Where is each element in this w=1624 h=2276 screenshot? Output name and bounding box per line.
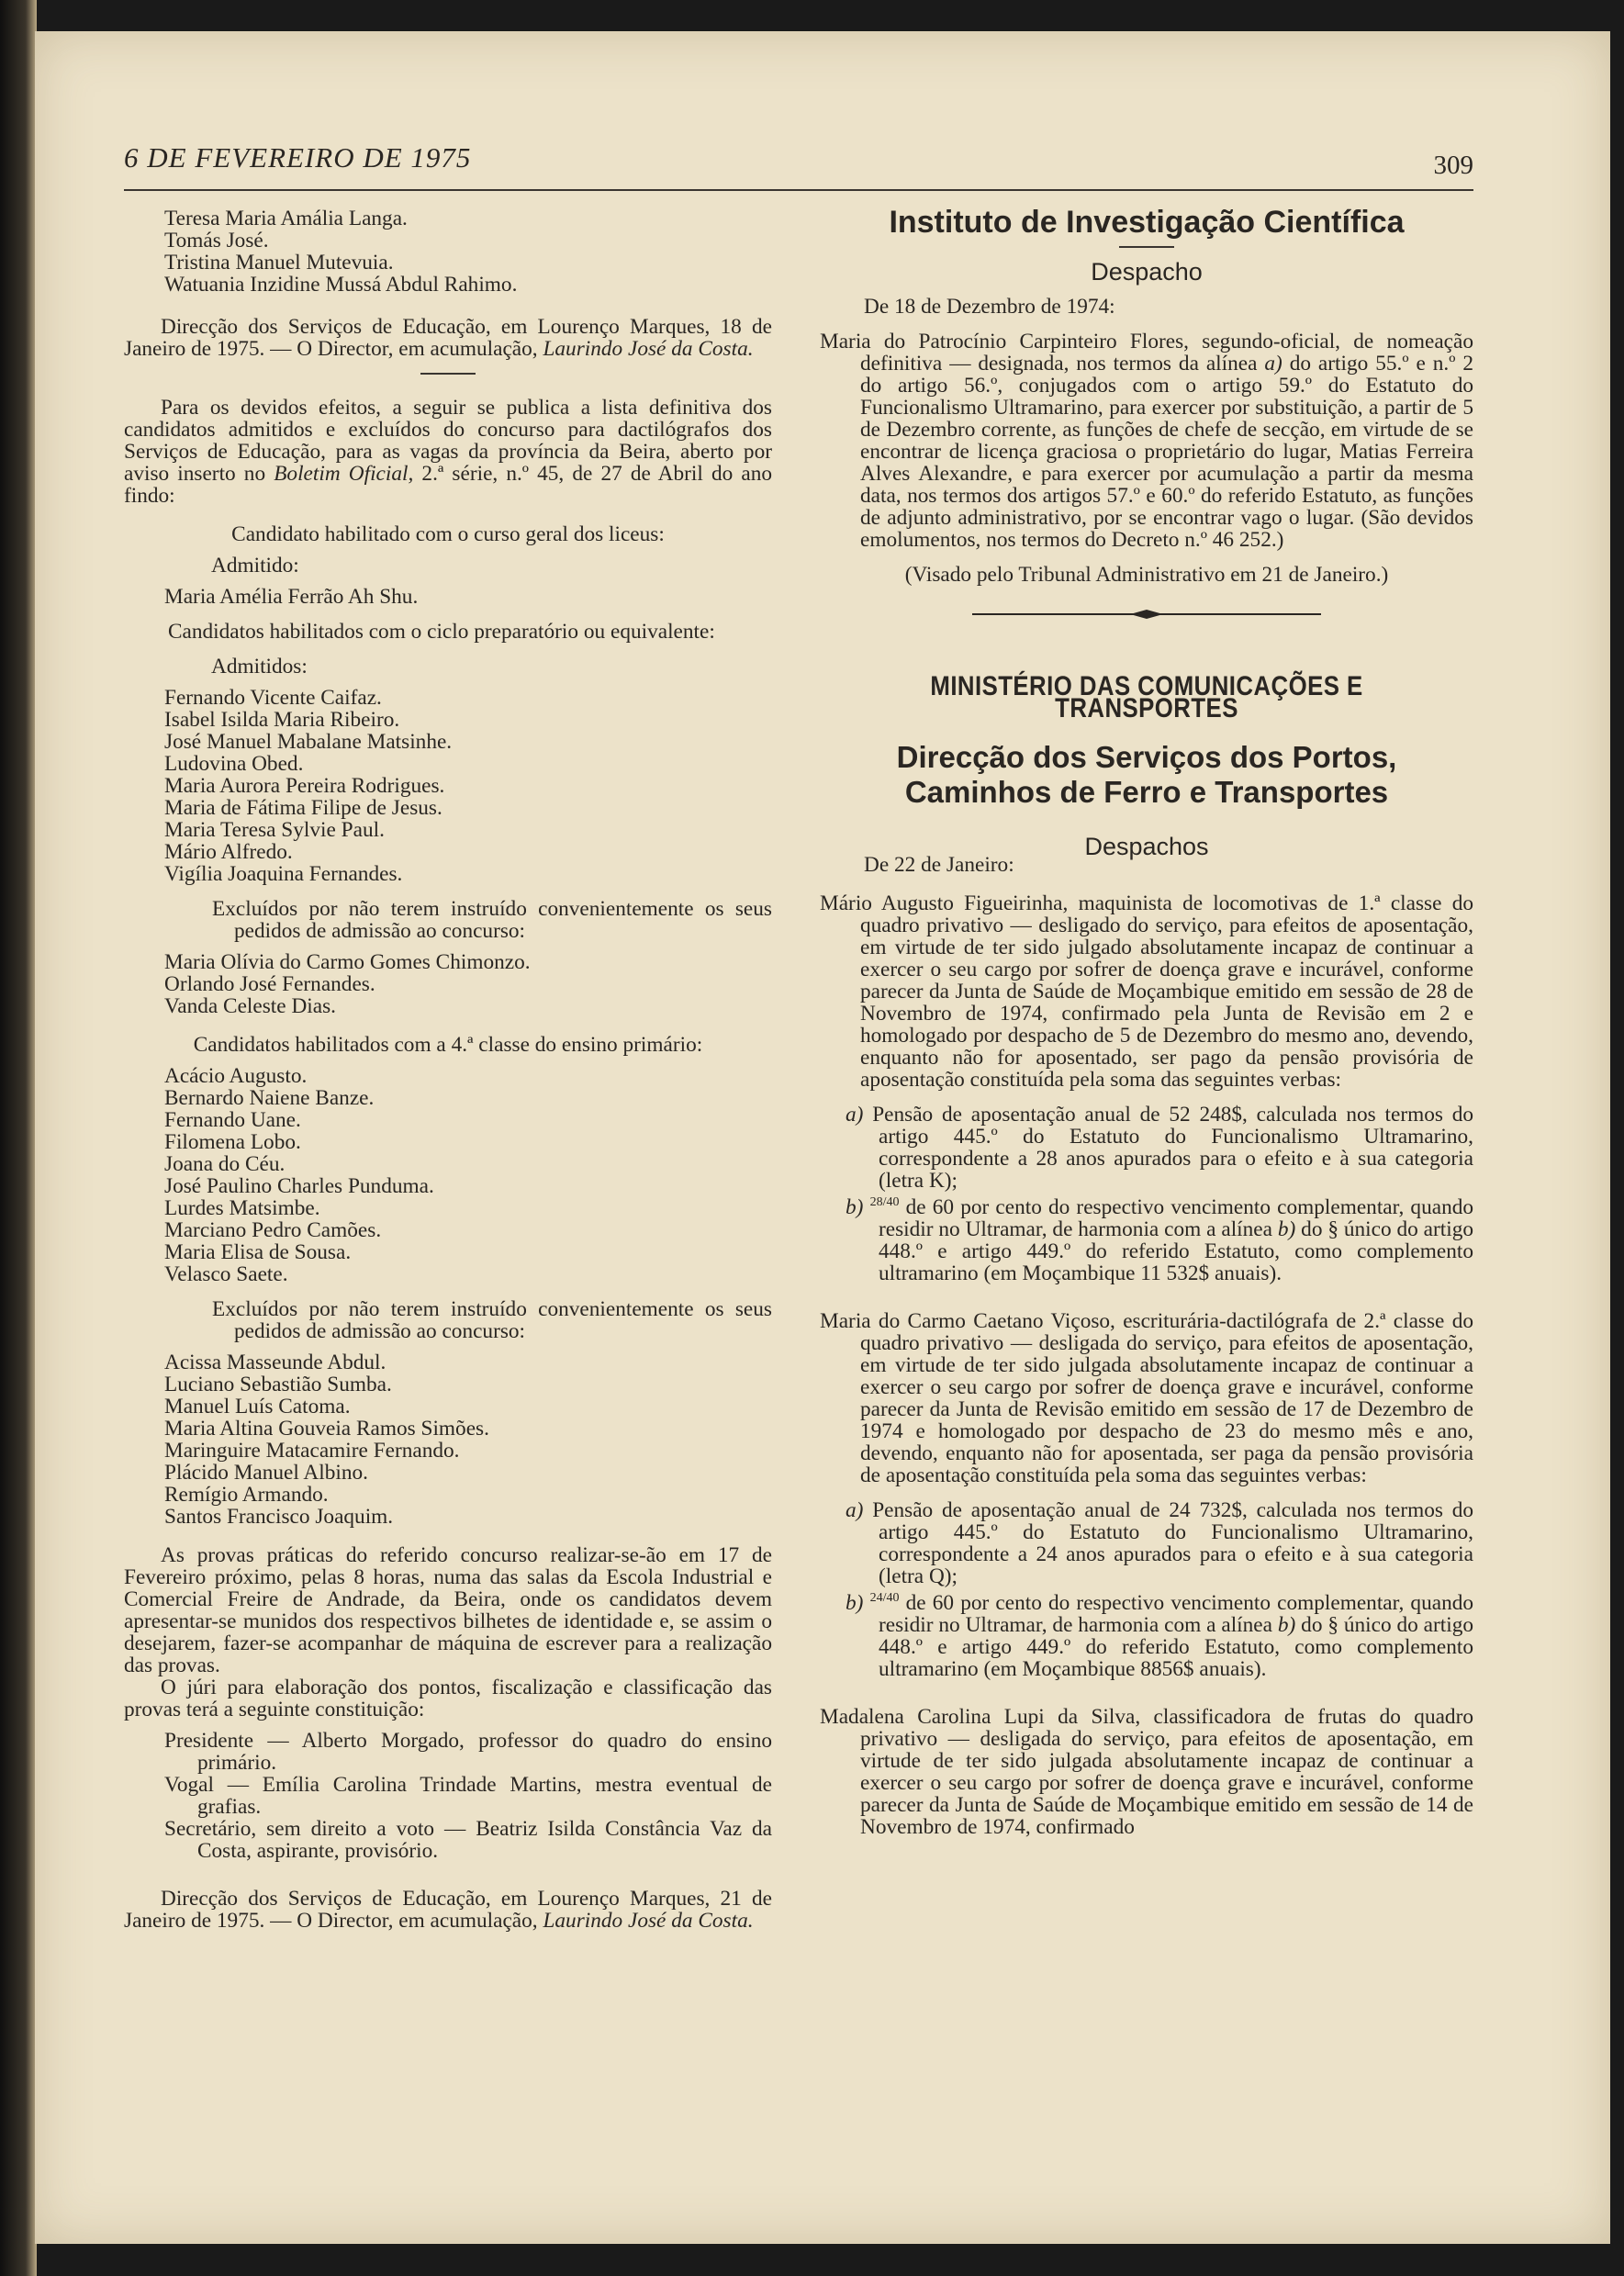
name-item: Teresa Maria Amália Langa. bbox=[164, 207, 408, 230]
name-item: Bernardo Naiene Banze. bbox=[164, 1086, 375, 1110]
direccao-title-line1: Direcção dos Serviços dos Portos, bbox=[896, 740, 1397, 774]
right-column bbox=[820, 207, 1473, 1838]
cat1-names bbox=[124, 586, 772, 608]
header-date: 6 DE FEVEREIRO DE 1975 bbox=[124, 141, 472, 174]
name-item: Maria Teresa Sylvie Paul. bbox=[164, 818, 385, 842]
institute-title: Instituto de Investigação Científica bbox=[889, 205, 1405, 240]
juri-member: Presidente — Alberto Morgado, professor do quadro do ensino primário. bbox=[164, 1729, 772, 1775]
name-item: Tomás José. bbox=[164, 229, 269, 252]
cat3-names bbox=[124, 1065, 772, 1285]
cat1-title: Candidato habilitado com o curso geral dos liceus: bbox=[231, 522, 665, 546]
name-item: Mário Alfredo. bbox=[164, 840, 293, 864]
name-item: Maria Aurora Pereira Rodrigues. bbox=[164, 774, 445, 798]
visado-note: (Visado pelo Tribunal Administrativo em 21 de Janeiro.) bbox=[904, 563, 1389, 587]
name-item: Acácio Augusto. bbox=[164, 1064, 308, 1088]
despacho-vicoso: Maria do Carmo Caetano Viçoso, escriturária-dactilógrafa de 2.ª classe do quadro privativo — desligada do serviço, para efeitos de aposentação, em virtude de ter sido julgada absolutamente incapaz de continuar a exercer o seu cargo por sofrer de doença grave e incurável, conforme parecer da Junta de Revisão emitido em sessão de 17 de Dezembro de 1974 e homologado por despacho de 23 do mesmo mês e ano, devendo, enquanto não for aposentada, ser paga da pensão provisória de aposentação constituída pela soma das seguintes verbas: bbox=[820, 1308, 1473, 1487]
item-1b: b) $^{28/40}$ de 60 por cento do respectivo vencimento complementar, quando residir no Ultramar, de harmonia com a alínea b) do § único do artigo 448.º e artigo 449.º do referido Estatuto, como complemento ultramarino (em Moçambique 11 532$ anuais). bbox=[846, 1194, 1474, 1285]
name-item: Orlando José Fernandes. bbox=[164, 972, 375, 996]
separator-rule bbox=[420, 373, 476, 375]
name-item: Velasco Saete. bbox=[164, 1262, 288, 1286]
cat2-names bbox=[124, 687, 772, 885]
name-item: Acissa Masseunde Abdul. bbox=[164, 1351, 386, 1374]
name-item: Watuania Inzidine Mussá Abdul Rahimo. bbox=[164, 273, 518, 297]
direccao-title-line2: Caminhos de Ferro e Transportes bbox=[904, 775, 1389, 809]
despachos-heading: Despachos bbox=[1084, 833, 1209, 860]
cat2-sub: Admitidos: bbox=[211, 655, 308, 678]
intro-paragraph: Para os devidos efeitos, a seguir se publica a lista definitiva dos candidatos admitidos e excluídos do concurso para dactilógrafos dos Serviços de Educação, para as vagas da província da Beira, aberto por aviso inserto no Boletim Oficial, 2.ª série, n.º 45, de 27 de Abril do ano findo: bbox=[124, 396, 772, 508]
despacho-heading: Despacho bbox=[1091, 258, 1203, 286]
name-item: Maringuire Matacamire Fernando. bbox=[164, 1439, 460, 1463]
item-2b: b) $^{24/40}$ de 60 por cento do respectivo vencimento complementar, quando residir no Ultramar, de harmonia com a alínea b) do § único do artigo 448.º e artigo 449.º do referido Estatuto, como complemento ultramarino (em Moçambique 8856$ anuais). bbox=[846, 1590, 1474, 1681]
names-top bbox=[124, 207, 772, 296]
name-item: Remígio Armando. bbox=[164, 1483, 329, 1507]
despacho-figueirinha: Mário Augusto Figueirinha, maquinista de locomotivas de 1.ª classe do quadro privativo — desligado do serviço, para efeitos de aposentação, em virtude de ter sido julgado absolutamente incapaz de continuar a exercer o seu cargo por sofrer de doença grave e incurável, conforme parecer da Junta de Saúde de Moçambique emitido em sessão de 28 de Novembro de 1974, confirmado pela Junta de Revisão em 2 e homologado por despacho de 5 de Dezembro do mesmo ano, devendo, enquanto não for aposentado, ser pago da pensão provisória de aposentação constituída pela soma das seguintes verbas: bbox=[820, 891, 1473, 1092]
name-item: Isabel Isilda Maria Ribeiro. bbox=[164, 708, 400, 732]
name-item: Manuel Luís Catoma. bbox=[164, 1395, 351, 1418]
cat3-excluded-names bbox=[124, 1351, 772, 1528]
book-spine-shadow bbox=[0, 0, 37, 2276]
name-item: José Manuel Mabalane Matsinhe. bbox=[164, 730, 453, 754]
ministry-title: MINISTÉRIO DAS COMUNICAÇÕES E TRANSPORTES bbox=[930, 671, 1363, 723]
name-item: Maria Amélia Ferrão Ah Shu. bbox=[164, 585, 419, 609]
juri-member: Secretário, sem direito a voto — Beatriz Isilda Constância Vaz da Costa, aspirante, provisório. bbox=[164, 1817, 772, 1863]
cat3-title: Candidatos habilitados com a 4.ª classe do ensino primário: bbox=[193, 1033, 703, 1057]
name-item: Maria Elisa de Sousa. bbox=[164, 1240, 352, 1264]
name-item: José Paulino Charles Punduma. bbox=[164, 1174, 434, 1198]
name-item: Tristina Manuel Mutevuia. bbox=[164, 251, 394, 275]
signature-1: Direcção dos Serviços de Educação, em Lourenço Marques, 18 de Janeiro de 1975. — O Director, em acumulação, Laurindo José da Costa. bbox=[124, 315, 772, 361]
cat3-excluded-title: Excluídos por não terem instruído convenientemente os seus pedidos de admissão ao concurso: bbox=[212, 1297, 772, 1343]
name-item: Vigília Joaquina Fernandes. bbox=[164, 862, 403, 886]
name-item: Santos Francisco Joaquim. bbox=[164, 1505, 394, 1529]
name-item: Ludovina Obed. bbox=[164, 752, 304, 776]
name-item: Luciano Sebastião Sumba. bbox=[164, 1373, 392, 1396]
juri-member: Vogal — Emília Carolina Trindade Martins, mestra eventual de grafias. bbox=[164, 1773, 772, 1819]
name-item: Maria Olívia do Carmo Gomes Chimonzo. bbox=[164, 950, 531, 974]
name-item: Vanda Celeste Dias. bbox=[164, 994, 336, 1018]
page-header bbox=[124, 138, 1473, 191]
institute-paragraph: Maria do Patrocínio Carpinteiro Flores, segundo-oficial, de nomeação definitiva — designada, nos termos da alínea a) do artigo 55.º e n.º 2 do artigo 56.º, conjugados com o artigo 59.º do Estatuto do Funcionalismo Ultramarino, para exercer por substituição, a partir de 5 de Dezembro corrente, as funções de chefe de secção, em virtude de se encontrar de licença graciosa o proprietário do lugar, Matias Ferreira Alves Alexandre, e para exercer por acumulação a partir da mesma data, nos termos dos artigos 57.º e 60.º do referido Estatuto, as funções de adjunto administrativo, por se encontrar vago o lugar. (São devidos emolumentos, nos termos do Decreto n.º 46 252.) bbox=[820, 330, 1473, 552]
left-column bbox=[124, 207, 772, 1932]
separator-rule bbox=[1119, 246, 1174, 248]
despachos-date: De 22 de Janeiro: bbox=[864, 853, 1014, 877]
cat1-sub: Admitido: bbox=[211, 554, 299, 577]
institute-date: De 18 de Dezembro de 1974: bbox=[864, 295, 1115, 319]
cat2-excluded-names bbox=[124, 951, 772, 1017]
name-item: Fernando Vicente Caifaz. bbox=[164, 686, 382, 710]
name-item: Maria de Fátima Filipe de Jesus. bbox=[164, 796, 442, 820]
signature-2: Direcção dos Serviços de Educação, em Lourenço Marques, 21 de Janeiro de 1975. — O Director, em acumulação, Laurindo José da Costa. bbox=[124, 1887, 772, 1933]
juri-members bbox=[124, 1730, 772, 1862]
name-item: Plácido Manuel Albino. bbox=[164, 1461, 368, 1485]
juri-paragraph: O júri para elaboração dos pontos, fiscalização e classificação das provas terá a seguinte constituição: bbox=[124, 1676, 772, 1721]
item-2a: a) Pensão de aposentação anual de 24 732$, calculada nos termos do artigo 445.º do Estatuto do Funcionalismo Ultramarino, correspondente a 24 anos apurados para o efeito e à sua categoria (letra Q); bbox=[846, 1497, 1473, 1588]
despacho-lupi: Madalena Carolina Lupi da Silva, classificadora de frutas do quadro privativo — desligada do serviço, para efeitos de aposentação, em virtude de ter sido julgada absolutamente incapaz de continuar a exercer o seu cargo por sofrer de doença grave e incurável, conforme parecer da Junta de Saúde de Moçambique emitido em sessão de 14 de Novembro de 1974, confirmado bbox=[820, 1704, 1473, 1839]
name-item: Lurdes Matsimbe. bbox=[164, 1196, 320, 1220]
cat2-title: Candidatos habilitados com o ciclo preparatório ou equivalente: bbox=[168, 620, 715, 644]
provas-paragraph: As provas práticas do referido concurso realizar-se-ão em 17 de Fevereiro próximo, pelas 8 horas, numa das salas da Escola Industrial e Comercial Freire de Andrade, da Beira, onde os candidatos devem apresentar-se munidos dos respectivos bilhetes de identidade e, se assim o desejarem, fazer-se acompanhar de máquina de escrever para a realização das provas. bbox=[124, 1543, 772, 1677]
name-item: Marciano Pedro Camões. bbox=[164, 1218, 382, 1242]
page-number: 309 bbox=[1433, 151, 1473, 180]
cat2-excluded-title: Excluídos por não terem instruído convenientemente os seus pedidos de admissão ao concurso: bbox=[212, 897, 772, 943]
name-item: Fernando Uane. bbox=[164, 1108, 301, 1132]
item-1a: a) Pensão de aposentação anual de 52 248$, calculada nos termos do artigo 445.º do Estatuto do Funcionalismo Ultramarino, correspondente a 28 anos apurados para o efeito e à sua categoria (letra K); bbox=[846, 1103, 1473, 1193]
name-item: Filomena Lobo. bbox=[164, 1130, 301, 1154]
ornament-divider bbox=[972, 610, 1321, 619]
name-item: Maria Altina Gouveia Ramos Simões. bbox=[164, 1417, 489, 1441]
name-item: Joana do Céu. bbox=[164, 1152, 286, 1176]
